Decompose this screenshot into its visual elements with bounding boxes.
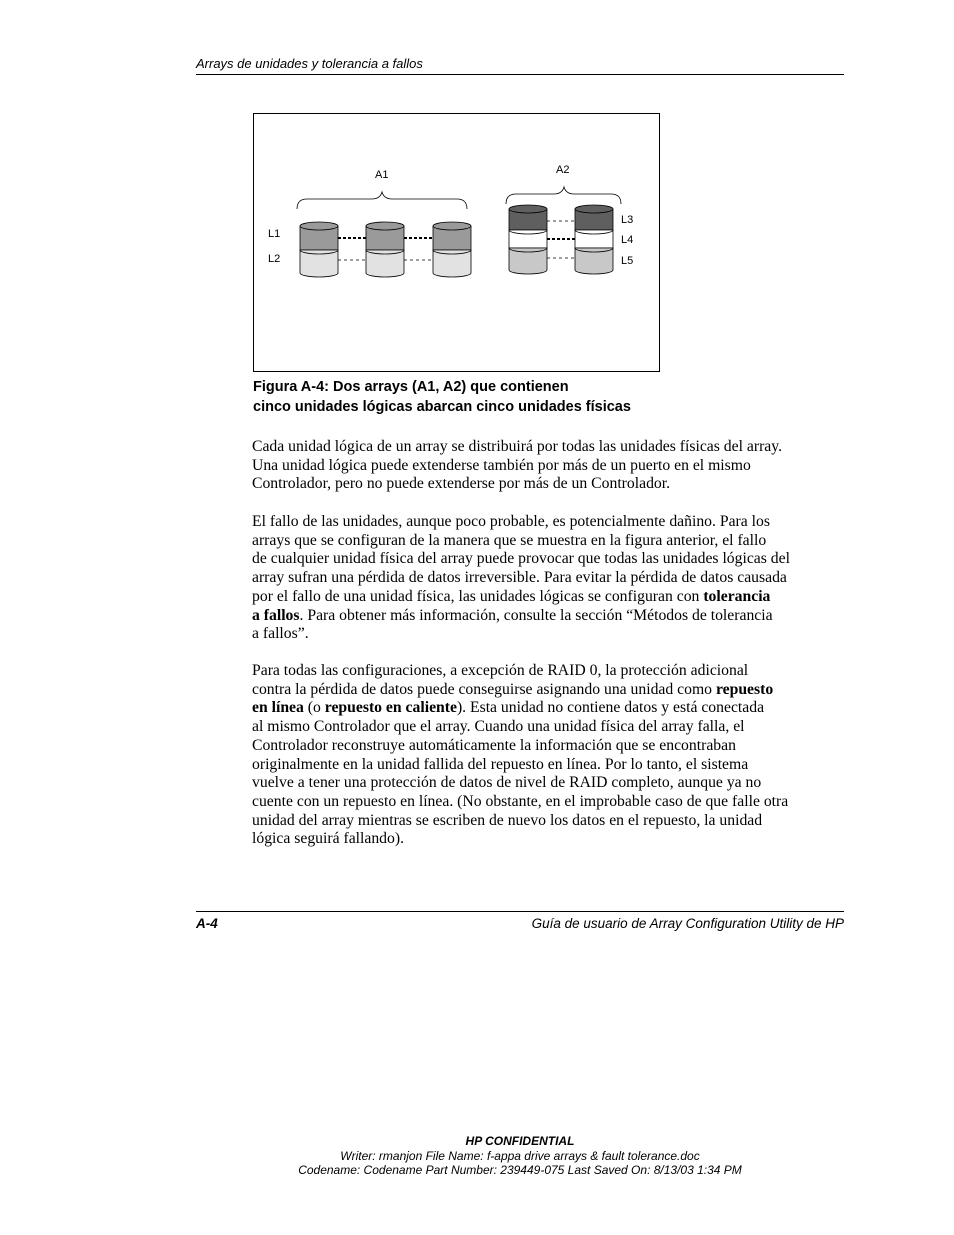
paragraph-line [252,588,852,607]
caption-line-1: Figura A-4: Dos arrays (A1, A2) que contienen [253,379,569,395]
paragraph-line [252,812,852,831]
paragraph-line [252,532,852,551]
physical-drives [300,205,613,277]
logical-label-l3: L3 [621,214,634,226]
confidential-block [170,1134,870,1178]
page-footer [196,911,844,934]
bold-term: repuesto en caliente [324,699,457,717]
paragraph-line [252,737,852,756]
header-title: Arrays de unidades y tolerancia a fallos [196,56,423,71]
paragraph-line [252,625,852,644]
drive-top [300,222,338,230]
text-run: a fallos”. [252,625,309,643]
text-run: originalmente en la unidad fallida del repuesto en línea. Por lo tanto, el sistema [252,755,749,773]
text-run: Cada unidad lógica de un array se distribuirá por todas las unidades físicas del array. [252,438,783,455]
text-run: Una unidad lógica puede extenderse también por más de un puerto en el mismo [252,456,751,474]
text-run: Controlador, pero no puede extenderse por más de un Controlador. [252,475,671,493]
file-info: Writer: rmanjon File Name: f-appa drive arrays & fault tolerance.doc [340,1148,700,1163]
paragraph-line [252,513,852,532]
drive-arrays-diagram [254,114,659,371]
text-run: de cualquier unidad física del array puede provocar que todas las unidades lógicas del [252,550,790,568]
drive-top [433,222,471,230]
body-paragraph-3 [252,662,852,849]
drive-a2-1 [509,205,547,274]
text-run: cuente con un repuesto en línea. (No obstante, en el improbable caso de que falle otra [252,792,789,810]
paragraph-line [252,774,852,793]
save-info: Codename: Codename Part Number: 239449-075 Last Saved On: 8/13/03 1:34 PM [298,1163,742,1177]
logical-label-l4: L4 [621,234,634,246]
paragraph-line [252,662,852,681]
footer-title: Guía de usuario de Array Configuration Utility de HP [531,916,844,931]
bold-term: tolerancia [703,587,771,605]
caption-line-2: cinco unidades lógicas abarcan cinco unidades físicas [253,398,631,415]
brace-a2 [506,187,621,204]
text-run: El fallo de las unidades, aunque poco probable, es potencialmente dañino. Para los [252,513,770,530]
text-run: unidad del array mientras se escriben de nuevo los datos en el repuesto, la unidad [252,811,763,829]
body-paragraph-1 [252,438,852,494]
array-label-a2: A2 [556,164,570,176]
paragraph-line [252,569,852,588]
confidential-label: HP CONFIDENTIAL [465,1134,575,1148]
text-run: al mismo Controlador que el array. Cuando una unidad física del array falla, el [252,718,745,736]
text-run: Controlador reconstruye automáticamente la información que se encontraban [252,736,736,754]
drive-top [366,222,404,230]
drive-top [575,205,613,213]
figure-a4-diagram [253,113,660,372]
text-run: lógica seguirá fallando). [252,830,405,848]
text-run: Para todas las configuraciones, a excepción de RAID 0, la protección adicional [252,662,749,679]
page-number: A-4 [196,916,218,931]
body-paragraph-2 [252,513,852,644]
paragraph-line [252,756,852,775]
paragraph-line [252,607,852,626]
figure-caption [253,378,713,417]
page-header [196,56,844,75]
text-run: (o [303,699,325,717]
logical-label-l1: L1 [268,228,281,240]
text-run: ). Esta unidad no contiene datos y está conectada [456,699,765,717]
text-run: . Para obtener más información, consulte la sección “Métodos de tolerancia [299,606,773,624]
text-run: por el fallo de una unidad física, las unidades lógicas se configuran con [252,587,704,605]
drive-top [509,205,547,213]
bold-term: en línea [252,699,304,717]
paragraph-line [252,550,852,569]
paragraph-line [252,438,852,457]
drive-a1-1 [300,222,338,277]
logical-label-l2: L2 [268,253,281,265]
paragraph-line [252,830,852,849]
drive-a2-2 [575,205,613,274]
paragraph-line [252,793,852,812]
paragraph-line [252,475,852,494]
paragraph-line [252,457,852,476]
drive-a1-2 [366,222,404,277]
paragraph-line [252,718,852,737]
bold-term: repuesto [715,680,774,698]
logical-label-l5: L5 [621,255,634,267]
bold-term: a fallos [252,606,300,624]
text-run: arrays que se configuran de la manera que se muestra en la figura anterior, el fallo [252,531,767,549]
paragraph-line [252,681,852,700]
drive-a1-3 [433,222,471,277]
text-run: contra la pérdida de datos puede conseguirse asignando una unidad como [252,680,716,698]
brace-a1 [297,192,467,209]
array-label-a1: A1 [375,169,389,181]
paragraph-line [252,699,852,718]
text-run: vuelve a tener una protección de datos de nivel de RAID completo, aunque ya no [252,774,762,792]
text-run: array sufran una pérdida de datos irreversible. Para evitar la pérdida de datos causada [252,569,787,587]
